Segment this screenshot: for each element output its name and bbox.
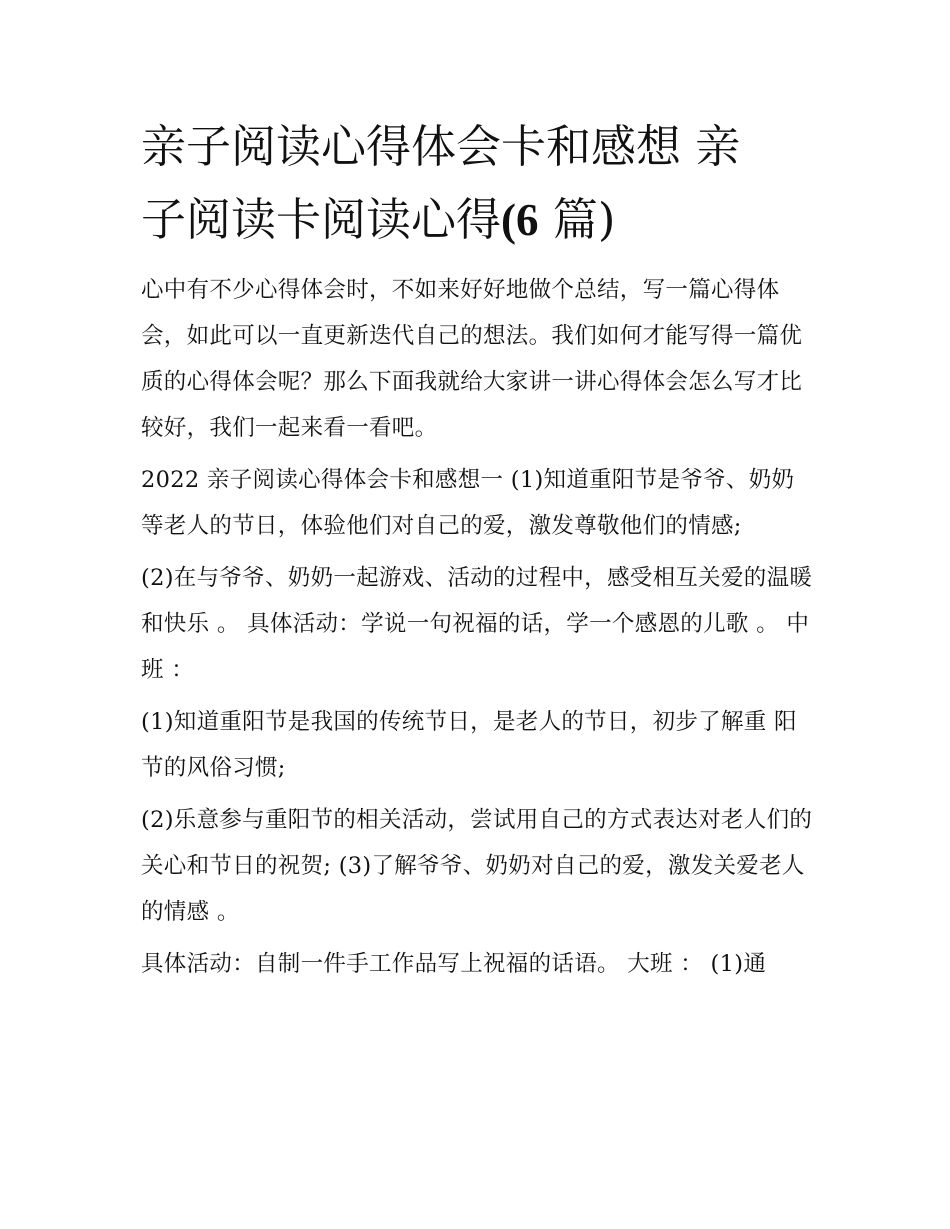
title-line-2-number: (6	[501, 195, 539, 245]
document-body	[141, 110, 813, 993]
title-line-2-prefix: 子阅读卡阅读心得	[141, 193, 502, 246]
paragraph-intro: 心中有不少心得体会时，不如来好好地做个总结，写一篇心得体会，如此可以一直更新迭代自己的想法。我们如何才能写得一篇优质的心得体会呢？那么下面我就给大家讲一讲心得体会怎么写才比较好，我们一起来看一看吧。	[141, 277, 803, 441]
document-title	[141, 110, 813, 257]
paragraph-big-class-start: 具体活动：自制一件手工作品写上祝福的话语。 大班 ： (1)通	[141, 951, 767, 977]
paragraph-small-class-goal-1: 2022 亲子阅读心得体会卡和感想一 (1)知道重阳节是爷爷、奶奶等老人的节日，体验他们对自己的爱，激发尊敬他们的情感;	[141, 467, 795, 539]
paragraph-middle-class-goal-1: (1)知道重阳节是我国的传统节日，是老人的节日，初步了解重 阳节的风俗习惯;	[141, 709, 797, 781]
paragraph-small-class-goal-2: (2)在与爷爷、奶奶一起游戏、活动的过程中，感受相互关爱的温暖和快乐 。 具体活动：学说一句祝福的话，学一个感恩的儿歌 。 中班 ：	[141, 565, 813, 683]
paragraph-middle-class-goal-2: (2)乐意参与重阳节的相关活动，尝试用自己的方式表达对老人们的关心和节日的祝贺; (3)了解爷爷、奶奶对自己的爱，激发关爱老人的情感 。	[141, 807, 813, 925]
title-line-2-suffix: 篇)	[538, 193, 616, 246]
title-line-1: 亲子阅读心得体会卡和感想 亲	[141, 120, 741, 173]
